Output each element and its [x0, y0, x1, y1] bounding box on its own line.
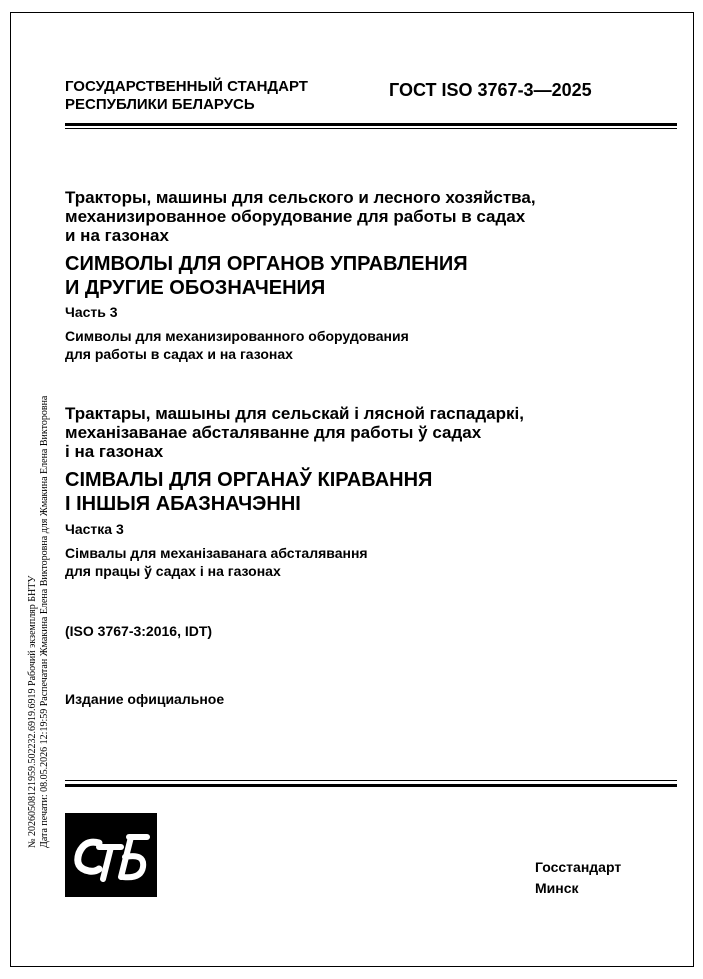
ru-subject-line-2: механизированное оборудование для работы в садах — [65, 207, 526, 226]
by-title — [65, 468, 432, 516]
ru-title-line-1: СИМВОЛЫ ДЛЯ ОРГАНОВ УПРАВЛЕНИЯ — [65, 253, 468, 275]
footer-rule-thin — [65, 780, 677, 781]
gosstandart-logo-icon — [65, 813, 157, 897]
ru-subject-line-3: и на газонах — [65, 226, 169, 245]
by-subject — [65, 404, 524, 461]
side-stamp-line-2: Дата печати: 08.05.2026 12:19:59 Распечатан Жмакина Елена Викторовна для Жмакина Елена Викторовна — [39, 395, 50, 848]
logo-graphic — [65, 813, 157, 897]
ru-title-line-2: И ДРУГИЕ ОБОЗНАЧЕНИЯ — [65, 277, 326, 299]
by-part-title-line-2: для працы ў садах і на газонах — [65, 563, 281, 579]
ru-subject-line-1: Тракторы, машины для сельского и лесного хозяйства, — [65, 188, 536, 207]
publisher-city: Минск — [535, 880, 579, 896]
by-part: Частка 3 — [65, 521, 124, 537]
ru-part-title-line-1: Символы для механизированного оборудования — [65, 328, 409, 344]
ru-part-title-line-2: для работы в садах и на газонах — [65, 346, 293, 362]
by-title-line-1: СІМВАЛЫ ДЛЯ ОРГАНАЎ КІРАВАННЯ — [65, 469, 433, 491]
edition-label: Издание официальное — [65, 691, 225, 707]
by-title-line-2: І ІНШЫЯ АБАЗНАЧЭННІ — [65, 493, 301, 515]
ru-part: Часть 3 — [65, 304, 118, 320]
standard-number: ГОСТ ISO 3767-3—2025 — [389, 80, 592, 100]
by-part-title-line-1: Сімвалы для механізаванага абсталявання — [65, 545, 368, 561]
footer-rule-thick — [65, 784, 677, 787]
header-rule-thick — [65, 123, 677, 126]
iso-reference: (ISO 3767-3:2016, IDT) — [65, 623, 213, 639]
ru-part-title — [65, 327, 409, 363]
ru-title — [65, 252, 468, 300]
ru-subject — [65, 188, 536, 245]
header-rule-thin — [65, 128, 677, 129]
issuing-body-line-1: ГОСУДАРСТВЕННЫЙ СТАНДАРТ — [65, 78, 308, 95]
by-subject-line-2: механізаванае абсталяванне для работы ў садах — [65, 423, 482, 442]
publisher-name: Госстандарт — [535, 859, 622, 875]
side-stamp-line-1: № 20260508121959.502232.6919.6919 Рабочий экземпляр БНТУ — [27, 575, 38, 848]
side-stamp — [27, 396, 51, 848]
issuing-body-line-2: РЕСПУБЛИКИ БЕЛАРУСЬ — [65, 96, 255, 113]
issuing-body — [65, 78, 308, 114]
by-part-title — [65, 544, 368, 580]
by-subject-line-1: Трактары, машыны для сельскай і лясной гаспадаркі, — [65, 404, 524, 423]
by-subject-line-3: і на газонах — [65, 442, 164, 461]
